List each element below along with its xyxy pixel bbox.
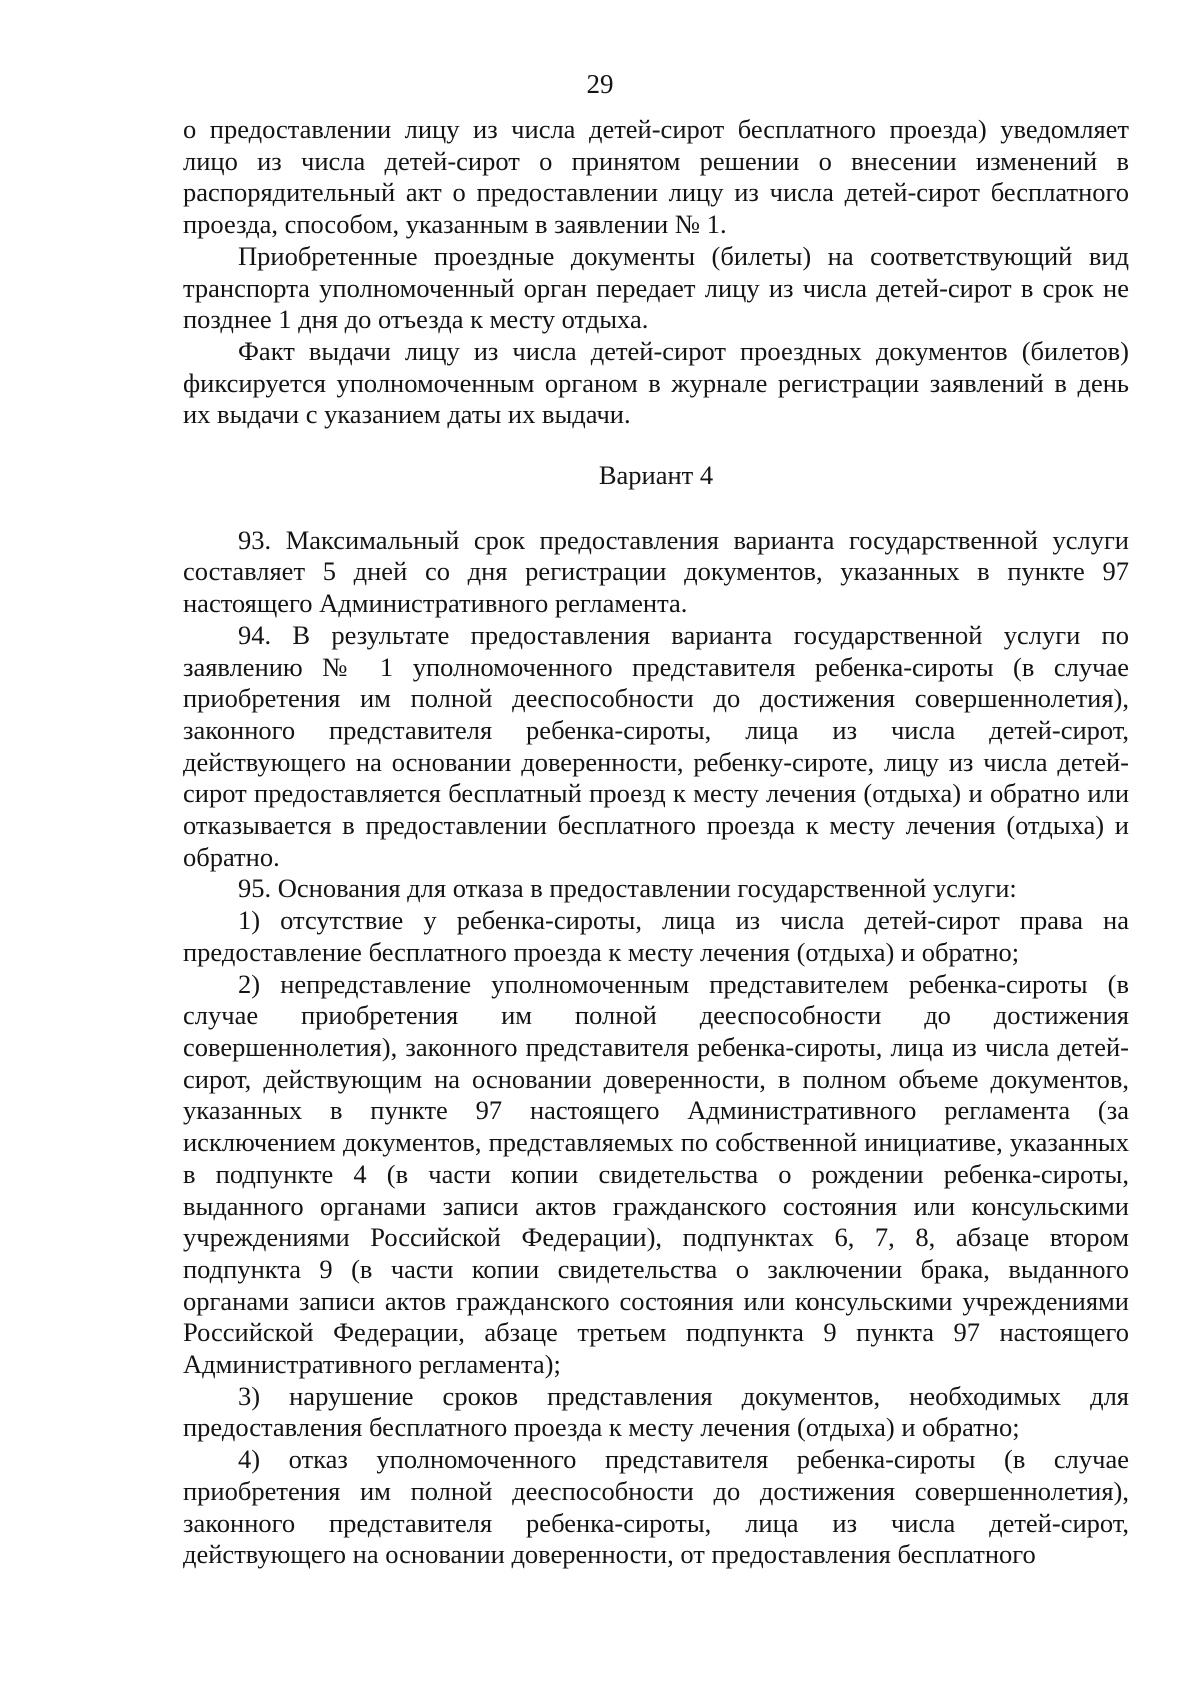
- clause-95-item-1: 1) отсутствие у ребенка-сироты, лица из числа детей-сирот права на предоставление бесплатного проезда к месту лечения (отдыха) и обратно;: [183, 905, 1129, 967]
- paragraph-tickets: Приобретенные проездные документы (билеты) на соответствующий вид транспорта уполномоченный орган передает лицу из числа детей-сирот в срок не позднее 1 дня до отъезда к месту отдыха.: [183, 240, 1129, 335]
- document-body: [183, 114, 1129, 1571]
- section-heading: Вариант 4: [598, 460, 714, 491]
- clause-95-item-4: 4) отказ уполномоченного представителя ребенка-сироты (в случае приобретения им полной дееспособности до достижения совершеннолетия), законного представителя ребенка-сироты, лица из числа детей-сирот, действующего на основании доверенности, от предоставления бесплатного: [183, 1444, 1129, 1570]
- clause-93: 93. Максимальный срок предоставления варианта государственной услуги составляет 5 дней со дня регистрации документов, указанных в пункте 97 настоящего Административного регламента.: [183, 524, 1129, 619]
- clause-95-item-2: 2) непредставление уполномоченным представителем ребенка-сироты (в случае приобретения им полной дееспособности до достижения совершеннолетия), законного представителя ребенка-сироты, лица из числа детей-сирот, действующим на основании доверенности, в полном объеме документов, указанных в пункте 97 настоящего Административного регламента (за исключением документов, представляемых по собственной инициативе, указанных в подпункте 4 (в части копии свидетельства о рождении ребенка-сироты, выданного органами записи актов гражданского состояния или консульскими учреждениями Российской Федерации), подпунктах 6, 7, 8, абзаце втором подпункта 9 (в части копии свидетельства о заключении брака, выданного органами записи актов гражданского состояния или консульскими учреждениями Российской Федерации, абзаце третьем подпункта 9 пункта 97 настоящего Административного регламента);: [183, 968, 1129, 1380]
- paragraph-continuation: о предоставлении лицу из числа детей-сирот бесплатного проезда) уведомляет лицо из числа детей-сирот о принятом решении о внесении изменений в распорядительный акт о предоставлении лицу из числа детей-сирот бесплатного проезда, способом, указанным в заявлении № 1.: [183, 114, 1129, 240]
- clause-94: 94. В результате предоставления варианта государственной услуги по заявлению № 1 уполномоченного представителя ребенка-сироты (в случае приобретения им полной дееспособности до достижения совершеннолетия), законного представителя ребенка-сироты, лица из числа детей-сирот, действующего на основании доверенности, ребенку-сироте, лицу из числа детей-сирот предоставляется бесплатный проезд к месту лечения (отдыха) и обратно или отказывается в предоставлении бесплатного проезда к месту лечения (отдыха) и обратно.: [183, 619, 1129, 872]
- clause-95-item-3: 3) нарушение сроков представления документов, необходимых для предоставления бесплатного проезда к месту лечения (отдыха) и обратно;: [183, 1380, 1129, 1443]
- paragraph-issue-record: Факт выдачи лицу из числа детей-сирот проездных документов (билетов) фиксируется уполномоченным органом в журнале регистрации заявлений в день их выдачи с указанием даты их выдачи.: [183, 335, 1129, 430]
- page-number: 29: [586, 69, 614, 99]
- clause-95: 95. Основания для отказа в предоставлении государственной услуги:: [238, 873, 1017, 904]
